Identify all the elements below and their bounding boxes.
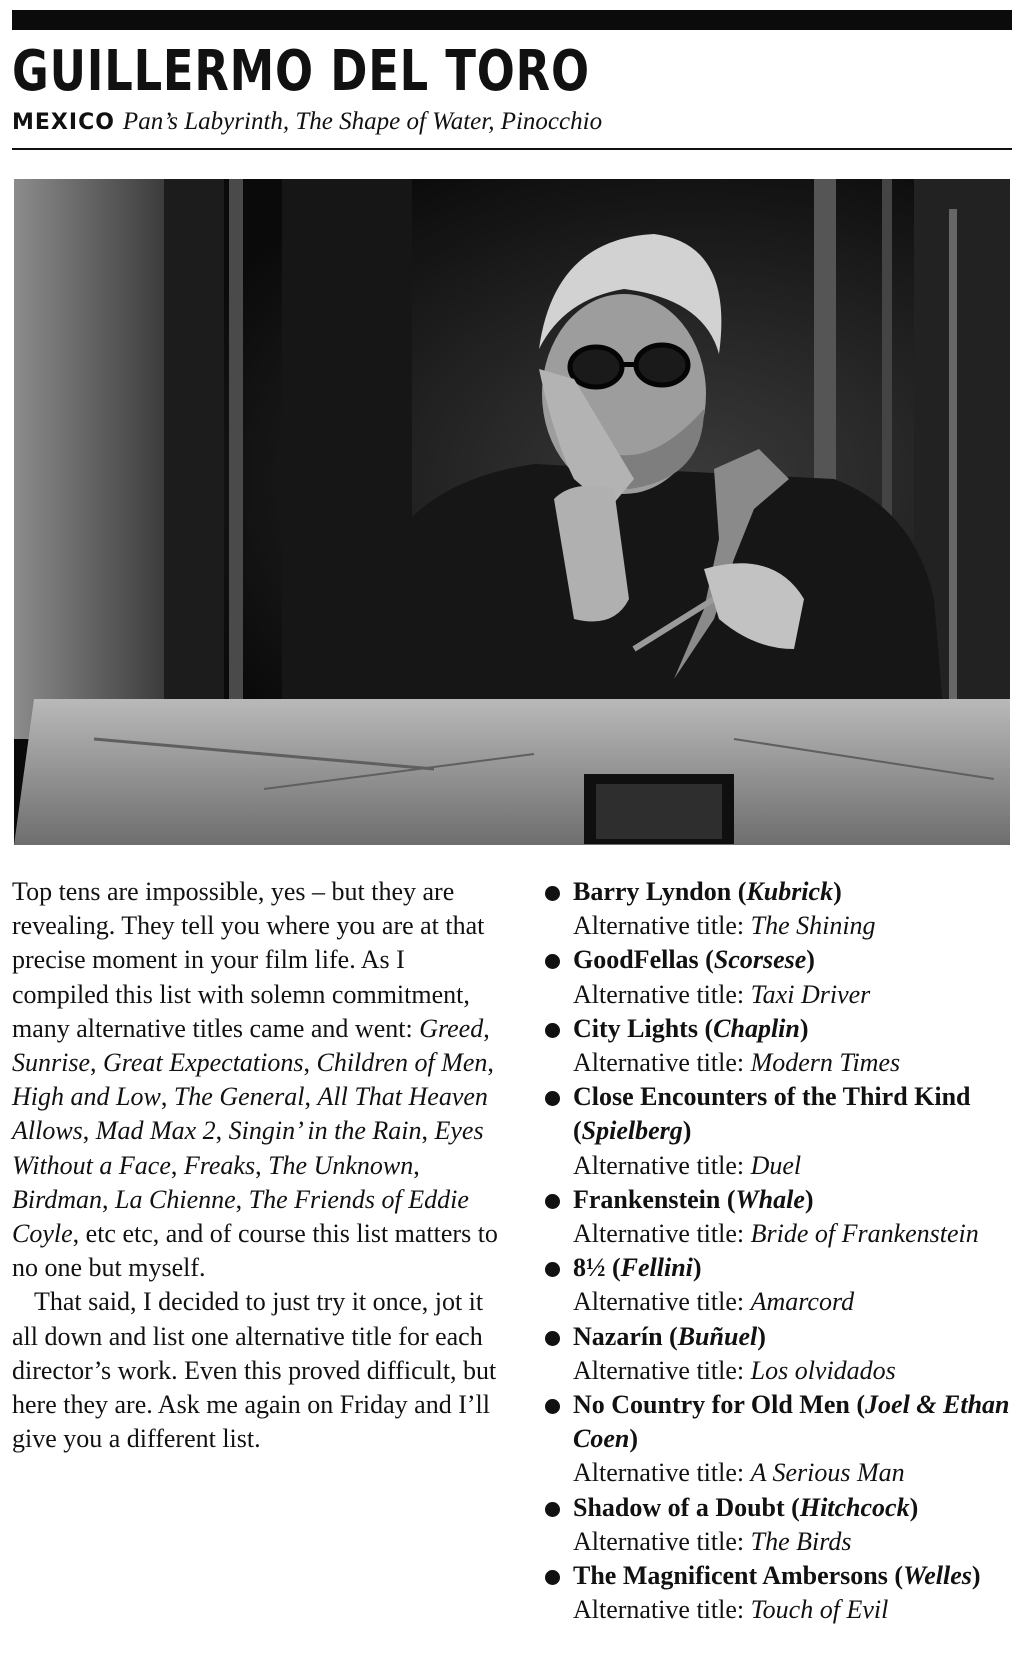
alternative-title-line [573,1046,1015,1080]
mentioned-film-title: Singin’ in the Rain [228,1116,422,1146]
mentioned-film-title: High and Low [12,1082,161,1112]
alternative-title-label: Alternative title: [573,1355,751,1385]
bullet-icon [545,1399,560,1414]
alternative-title-label: Alternative title: [573,1458,751,1488]
portrait-photo-icon [14,179,1010,845]
list-item [545,875,1015,943]
alternative-title-label: Alternative title: [573,1526,751,1556]
alternative-title-line [573,978,1015,1012]
alternative-title: Bride of Frankenstein [750,1219,979,1249]
film-title: City Lights [573,1013,698,1043]
list-item [545,1491,1015,1559]
title-separator: , [413,1150,420,1180]
alternative-title: A Serious Man [750,1458,905,1488]
title-separator: , [82,1116,96,1146]
list-item [545,1559,1015,1627]
page-title: GUILLERMO DEL TORO [12,39,590,104]
title-separator: , [170,1150,184,1180]
title-separator: , [235,1184,249,1214]
alternative-title-line [573,1456,1015,1490]
film-entry: 8½ (Fellini) [573,1253,702,1283]
mentioned-film-title: The General [173,1082,305,1112]
alternative-title: Amarcord [750,1287,855,1317]
top-ten-list [545,875,1015,1627]
film-title: Nazarín [573,1321,663,1351]
mentioned-film-title: Freaks [183,1150,256,1180]
bullet-icon [545,1262,560,1277]
list-item [545,1251,1015,1319]
intro-text [12,875,502,1456]
mentioned-film-title: Great Expectations [103,1048,304,1078]
alternative-title: Duel [750,1150,802,1180]
bullet-icon [545,1570,560,1585]
intro-paragraph-1 [12,875,502,1285]
list-item [545,1183,1015,1251]
alternative-title-line [573,1285,1015,1319]
film-title: GoodFellas [573,945,699,975]
bullet-icon [545,886,560,901]
film-entry: No Country for Old Men (Joel & Ethan Coen) [573,1390,1010,1454]
alternative-title-line [573,1354,1015,1388]
alternative-title-label: Alternative title: [573,911,751,941]
film-director: Joel & Ethan Coen [573,1390,1010,1454]
intro-paragraph-2: That said, I decided to just try it once, jot it all down and list one alternative title for each director’s work. Even this proved difficult, but here they are. Ask me again on Friday and I’ll give you a different list. [12,1287,497,1454]
list-item [545,943,1015,1011]
bullet-icon [545,1502,560,1517]
bullet-icon [545,1023,560,1038]
title-separator: , [90,1048,103,1078]
alternative-titles-list [12,1014,494,1248]
list-item [545,1320,1015,1388]
film-entry: Nazarín (Buñuel) [573,1321,766,1351]
film-title: Barry Lyndon [573,877,732,906]
alternative-title-line [573,1525,1015,1559]
mentioned-film-title: Greed [419,1013,484,1043]
film-entry: GoodFellas (Scorsese) [573,945,815,975]
film-director: Fellini [620,1253,693,1283]
title-separator: , [215,1116,229,1146]
title-separator: , [487,1048,494,1078]
title-separator: , [255,1150,269,1180]
alternative-title-label: Alternative title: [573,979,751,1009]
film-title: Frankenstein [573,1184,721,1214]
alternative-title: The Birds [750,1526,852,1556]
film-director: Scorsese [713,945,807,975]
list-item [545,1388,1015,1491]
alternative-title-line [573,1149,1015,1183]
film-entry: The Magnificent Ambersons (Welles) [573,1561,981,1591]
mentioned-film-title: The Unknown [268,1150,414,1180]
film-entry: Shadow of a Doubt (Hitchcock) [573,1492,919,1522]
known-for-films: Pan’s Labyrinth, The Shape of Water, Pinocchio [122,108,603,135]
mentioned-film-title: Eyes Without a Face [12,1116,484,1180]
alternative-title-line [573,1593,1015,1627]
mentioned-film-title: The Friends of Eddie Coyle [12,1184,469,1249]
top-black-bar [12,10,1012,30]
film-title: No Country for Old Men [573,1390,850,1420]
subtitle [12,106,602,138]
film-director: Welles [903,1561,972,1591]
bullet-icon [545,954,560,969]
intro-text-start: Top tens are impossible, yes – but they are revealing. They tell you where you are at that precise moment in your film life. As I compiled this list with solemn commitment, many alternative titles came and went: [12,877,485,1043]
alternative-title-label: Alternative title: [573,1048,751,1078]
mentioned-film-title: Birdman [12,1184,103,1214]
film-director: Spielberg [581,1116,683,1146]
intro-text-end: , etc etc, and of course this list matters to no one but myself. [12,1219,498,1283]
mentioned-film-title: Children of Men [316,1048,488,1078]
film-entry: Barry Lyndon (Kubrick) [573,877,842,906]
alternative-title: The Shining [750,911,876,941]
alternative-title-label: Alternative title: [573,1287,751,1317]
film-entry: Close Encounters of the Third Kind (Spielberg) [573,1082,971,1146]
film-entry: City Lights (Chaplin) [573,1013,809,1043]
film-title: The Magnificent Ambersons [573,1561,888,1591]
mentioned-film-title: Sunrise [12,1048,90,1078]
bullet-icon [545,1091,560,1106]
list-item [545,1012,1015,1080]
film-title: 8½ [573,1253,606,1283]
alternative-title-label: Alternative title: [573,1219,751,1249]
alternative-title: Taxi Driver [750,979,871,1009]
film-director: Whale [735,1184,805,1214]
list-item [545,1080,1015,1183]
film-director: Buñuel [677,1321,758,1351]
alternative-title-label: Alternative title: [573,1595,751,1625]
title-separator: , [304,1082,318,1112]
title-separator: , [102,1184,116,1214]
bullet-icon [545,1194,560,1209]
film-director: Kubrick [746,877,834,906]
title-separator: , [303,1048,317,1078]
film-title: Shadow of a Doubt [573,1492,785,1522]
mentioned-film-title: All That Heaven Allows [12,1082,488,1146]
alternative-title-label: Alternative title: [573,1150,751,1180]
alternative-title: Modern Times [750,1048,901,1078]
film-director: Hitchcock [799,1492,910,1522]
alternative-title: Touch of Evil [750,1595,889,1625]
title-separator: , [160,1082,174,1112]
alternative-title-line [573,909,1015,943]
mentioned-film-title: Mad Max 2 [95,1116,216,1146]
title-separator: , [421,1116,435,1146]
film-title: Close Encounters of the Third Kind [573,1082,971,1112]
mentioned-film-title: La Chienne [115,1184,236,1214]
country-label: MEXICO [12,110,115,135]
title-separator: , [483,1013,490,1043]
bullet-icon [545,1331,560,1346]
alternative-title: Los olvidados [750,1355,896,1385]
film-director: Chaplin [713,1013,800,1043]
header-rule [12,148,1012,150]
alternative-title-line [573,1217,1015,1251]
film-entry: Frankenstein (Whale) [573,1184,814,1214]
